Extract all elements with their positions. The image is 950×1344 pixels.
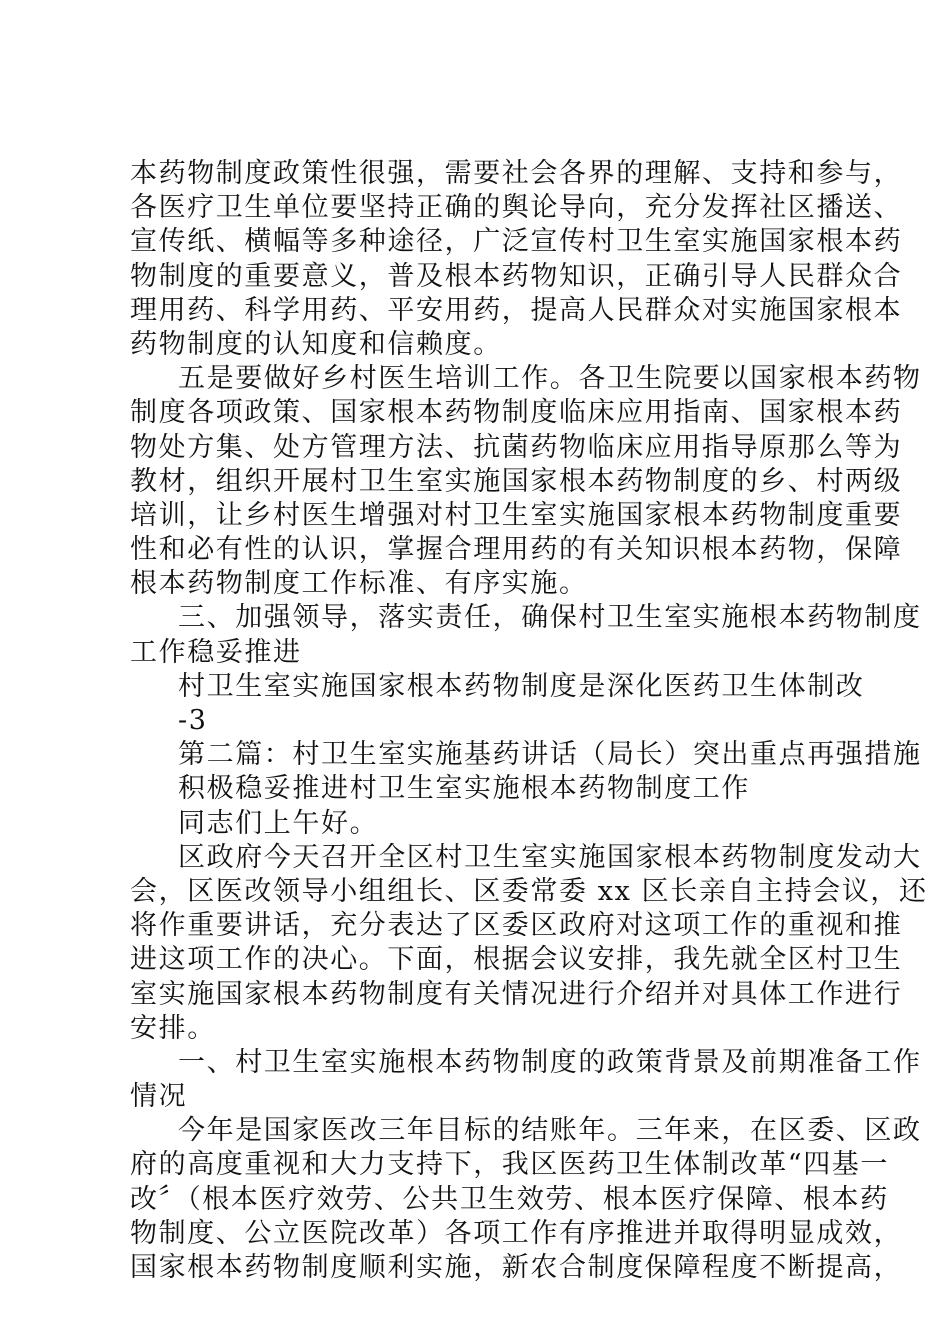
text-line: 培训，让乡村医生增强对村卫生室实施国家根本药物制度重要 [130, 499, 903, 531]
text-line: 制度各项政策、国家根本药物制度临床应用指南、国家根本药 [130, 397, 903, 429]
greeting-line: 同志们上午好。 [178, 807, 379, 839]
paragraph-start-line: 村卫生室实施国家根本药物制度是深化医药卫生体制改 [178, 670, 865, 702]
document-body [130, 157, 928, 1285]
section-heading-line: 一、村卫生室实施根本药物制度的政策背景及前期准备工作 [178, 1046, 922, 1078]
text-line: 安排。 [130, 1012, 216, 1044]
text-line: 根本药物制度工作标准、有序实施。 [130, 568, 588, 600]
text-line: 本药物制度政策性很强，需要社会各界的理解、支持和参与， [130, 158, 903, 189]
text-line: 物处方集、处方管理方法、抗菌药物临床应用指导原那么等为 [130, 431, 903, 463]
paragraph-start-line: 五是要做好乡村医生培训工作。各卫生院要以国家根本药物 [178, 363, 922, 395]
page-number: -3 [178, 705, 208, 736]
section-heading-line: 情况 [130, 1081, 188, 1113]
section-heading-line: 工作稳妥推进 [130, 636, 302, 668]
text-line: 将作重要讲话，充分表达了区委区政府对这项工作的重视和推 [130, 910, 903, 942]
chapter-title-line: 第二篇：村卫生室实施基药讲话（局长）突出重点再强措施 [178, 739, 922, 771]
text-line: 会，区医改领导小组组长、区委常委 xx 区长亲自主持会议，还 [130, 875, 928, 907]
text-line: 各医疗卫生单位要坚持正确的舆论导向，充分发挥社区播送、 [130, 192, 903, 224]
text-line: 府的高度重视和大力支持下，我区医药卫生体制改革“四基一 [130, 1149, 890, 1181]
text-line: 物制度、公立医院改革）各项工作有序推进并取得明显成效， [130, 1217, 903, 1249]
chapter-title-line: 积极稳妥推进村卫生室实施根本药物制度工作 [178, 773, 750, 805]
text-line: 国家根本药物制度顺利实施，新农合制度保障程度不断提高， [130, 1252, 903, 1283]
text-line: 宣传纸、横幅等多种途径，广泛宣传村卫生室实施国家根本药 [130, 226, 903, 258]
paragraph-start-line: 区政府今天召开全区村卫生室实施国家根本药物制度发动大 [178, 841, 922, 873]
text-line: 理用药、科学用药、平安用药，提高人民群众对实施国家根本 [130, 294, 903, 326]
text-line: 性和必有性的认识，掌握合理用药的有关知识根本药物，保障 [130, 534, 903, 566]
section-heading-line: 三、加强领导，落实责任，确保村卫生室实施根本药物制度 [178, 602, 922, 634]
paragraph-start-line: 今年是国家医改三年目标的结账年。三年来，在区委、区政 [178, 1115, 922, 1147]
text-line: 教材，组织开展村卫生室实施国家根本药物制度的乡、村两级 [130, 465, 903, 497]
text-line: 物制度的重要意义，普及根本药物知识，正确引导人民群众合 [130, 260, 903, 292]
text-line: 进这项工作的决心。下面，根据会议安排，我先就全区村卫生 [130, 944, 903, 976]
text-line: 药物制度的认知度和信赖度。 [130, 328, 502, 360]
text-line: 改〞（根本医疗效劳、公共卫生效劳、根本医疗保障、根本药 [130, 1183, 889, 1215]
text-line: 室实施国家根本药物制度有关情况进行介绍并对具体工作进行 [130, 978, 903, 1010]
